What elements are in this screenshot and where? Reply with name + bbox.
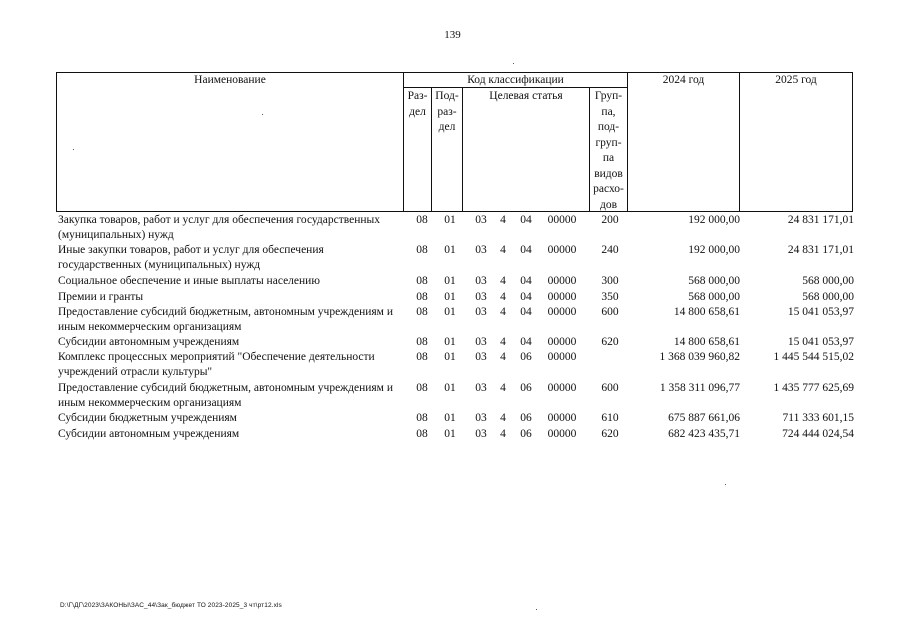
table-row xyxy=(58,427,854,443)
row-name: Премии и гранты xyxy=(58,291,144,303)
cell-group: 600 xyxy=(601,306,619,318)
cell-target-3: 04 xyxy=(520,306,532,318)
cell-group: 600 xyxy=(601,382,619,394)
row-name: Субсидии бюджетным учреждениям xyxy=(58,412,237,424)
cell-target-4: 00000 xyxy=(547,351,577,363)
cell-razdel: 08 xyxy=(416,244,428,256)
table-row xyxy=(58,305,854,335)
cell-podrazdel: 01 xyxy=(444,382,456,394)
cell-podrazdel: 01 xyxy=(444,275,456,287)
cell-target-2: 4 xyxy=(500,412,506,424)
cell-target-4: 00000 xyxy=(547,306,577,318)
cell-target-2: 4 xyxy=(500,351,506,363)
cell-podrazdel: 01 xyxy=(444,306,456,318)
header-target-article: Целевая статья xyxy=(489,90,563,102)
page-number: 139 xyxy=(444,29,461,41)
cell-target-4: 00000 xyxy=(547,412,577,424)
cell-target-1: 03 xyxy=(475,428,487,440)
cell-target-1: 03 xyxy=(475,351,487,363)
cell-2024: 14 800 658,61 xyxy=(673,306,740,318)
cell-2025: 1 445 544 515,02 xyxy=(773,351,854,363)
scan-speck xyxy=(513,63,514,64)
header-podrazdel: Под- раз- дел xyxy=(435,90,459,133)
cell-razdel: 08 xyxy=(416,412,428,424)
cell-group: 620 xyxy=(601,428,619,440)
cell-target-2: 4 xyxy=(500,214,506,226)
cell-target-3: 06 xyxy=(520,382,532,394)
cell-group: 350 xyxy=(601,291,619,303)
cell-target-1: 03 xyxy=(475,291,487,303)
row-name: Субсидии автономным учреждениям xyxy=(58,428,240,440)
cell-2025: 724 444 024,54 xyxy=(782,428,854,440)
table-row xyxy=(58,213,854,243)
cell-razdel: 08 xyxy=(416,428,428,440)
cell-target-2: 4 xyxy=(500,275,506,287)
table-row xyxy=(58,274,854,290)
cell-2025: 1 435 777 625,69 xyxy=(773,382,854,394)
cell-podrazdel: 01 xyxy=(444,351,456,363)
cell-target-3: 04 xyxy=(520,275,532,287)
row-name: Предоставление субсидий бюджетным, автономным учреждениям и иным некоммерческим организациям xyxy=(58,306,393,333)
cell-target-3: 04 xyxy=(520,214,532,226)
row-name: Предоставление субсидий бюджетным, автономным учреждениям и иным некоммерческим организациям xyxy=(58,382,393,409)
header-code-classification: Код классификации xyxy=(467,74,564,86)
cell-2025: 711 333 601,15 xyxy=(782,412,854,424)
table-row xyxy=(58,290,854,305)
table-row xyxy=(58,243,854,274)
cell-target-1: 03 xyxy=(475,275,487,287)
cell-podrazdel: 01 xyxy=(444,244,456,256)
table-row xyxy=(58,335,854,350)
cell-2025: 15 041 053,97 xyxy=(787,336,854,348)
cell-target-1: 03 xyxy=(475,214,487,226)
cell-2025: 15 041 053,97 xyxy=(787,306,854,318)
cell-target-3: 04 xyxy=(520,244,532,256)
cell-razdel: 08 xyxy=(416,214,428,226)
cell-2024: 568 000,00 xyxy=(688,275,740,287)
cell-razdel: 08 xyxy=(416,382,428,394)
cell-2025: 568 000,00 xyxy=(802,291,854,303)
cell-2025: 24 831 171,01 xyxy=(787,244,854,256)
cell-target-2: 4 xyxy=(500,428,506,440)
cell-group: 200 xyxy=(601,214,619,226)
cell-2024: 1 358 311 096,77 xyxy=(659,382,740,394)
cell-target-4: 00000 xyxy=(547,214,577,226)
row-name: Иные закупки товаров, работ и услуг для обеспечения государственных (муниципальных) нужд xyxy=(58,244,324,271)
cell-podrazdel: 01 xyxy=(444,412,456,424)
cell-podrazdel: 01 xyxy=(444,428,456,440)
cell-target-3: 06 xyxy=(520,412,532,424)
cell-target-2: 4 xyxy=(500,336,506,348)
row-name: Субсидии автономным учреждениям xyxy=(58,336,240,348)
cell-2024: 1 368 039 960,82 xyxy=(659,351,740,363)
cell-razdel: 08 xyxy=(416,275,428,287)
cell-target-3: 04 xyxy=(520,336,532,348)
cell-target-2: 4 xyxy=(500,382,506,394)
file-path-footer: D:\Г\ДГ\2023\ЗАКОНЫ\ЗАС_44\Зак_бюджет ТО 2023-2025_3 чт\рт12.xls xyxy=(60,602,282,609)
cell-target-3: 06 xyxy=(520,428,532,440)
cell-target-3: 06 xyxy=(520,351,532,363)
cell-group: 620 xyxy=(601,336,619,348)
cell-2024: 568 000,00 xyxy=(688,291,740,303)
cell-target-4: 00000 xyxy=(547,275,577,287)
cell-2024: 675 887 661,06 xyxy=(668,412,740,424)
cell-target-4: 00000 xyxy=(547,382,577,394)
cell-podrazdel: 01 xyxy=(444,291,456,303)
cell-target-2: 4 xyxy=(500,291,506,303)
cell-razdel: 08 xyxy=(416,351,428,363)
header-year-2024: 2024 год xyxy=(662,74,705,86)
cell-2024: 14 800 658,61 xyxy=(673,336,740,348)
row-name: Закупка товаров, работ и услуг для обеспечения государственных (муниципальных) нужд xyxy=(58,214,381,241)
scan-speck xyxy=(725,484,726,485)
cell-target-2: 4 xyxy=(500,306,506,318)
cell-target-1: 03 xyxy=(475,306,487,318)
header-name: Наименование xyxy=(194,74,266,86)
table-row xyxy=(58,350,854,381)
cell-target-1: 03 xyxy=(475,336,487,348)
cell-target-4: 00000 xyxy=(547,336,577,348)
cell-target-4: 00000 xyxy=(547,244,577,256)
cell-group: 300 xyxy=(601,275,619,287)
cell-target-3: 04 xyxy=(520,291,532,303)
table-row xyxy=(58,411,854,427)
cell-group: 610 xyxy=(601,412,619,424)
cell-target-1: 03 xyxy=(475,382,487,394)
scan-speck xyxy=(536,609,537,610)
cell-2025: 568 000,00 xyxy=(802,275,854,287)
cell-2024: 682 423 435,71 xyxy=(668,428,740,440)
cell-target-4: 00000 xyxy=(547,291,577,303)
cell-razdel: 08 xyxy=(416,336,428,348)
header-year-2025: 2025 год xyxy=(775,74,817,86)
header-expense-group: Груп- па, под- груп- па видов расхо- дов xyxy=(593,90,624,211)
cell-target-1: 03 xyxy=(475,412,487,424)
cell-2024: 192 000,00 xyxy=(688,244,740,256)
cell-podrazdel: 01 xyxy=(444,214,456,226)
table-row xyxy=(58,381,854,411)
cell-group: 240 xyxy=(601,244,619,256)
cell-razdel: 08 xyxy=(416,306,428,318)
cell-target-4: 00000 xyxy=(547,428,577,440)
cell-podrazdel: 01 xyxy=(444,336,456,348)
table-header xyxy=(56,72,853,212)
cell-razdel: 08 xyxy=(416,291,428,303)
header-razdel: Раз- дел xyxy=(407,90,428,118)
cell-target-2: 4 xyxy=(500,244,506,256)
cell-target-1: 03 xyxy=(475,244,487,256)
table-body xyxy=(58,213,854,443)
cell-2024: 192 000,00 xyxy=(688,214,740,226)
cell-2025: 24 831 171,01 xyxy=(787,214,854,226)
row-name: Социальное обеспечение и иные выплаты населению xyxy=(58,275,320,287)
row-name: Комплекс процессных мероприятий "Обеспечение деятельности учреждений отрасли культуры" xyxy=(58,351,375,378)
